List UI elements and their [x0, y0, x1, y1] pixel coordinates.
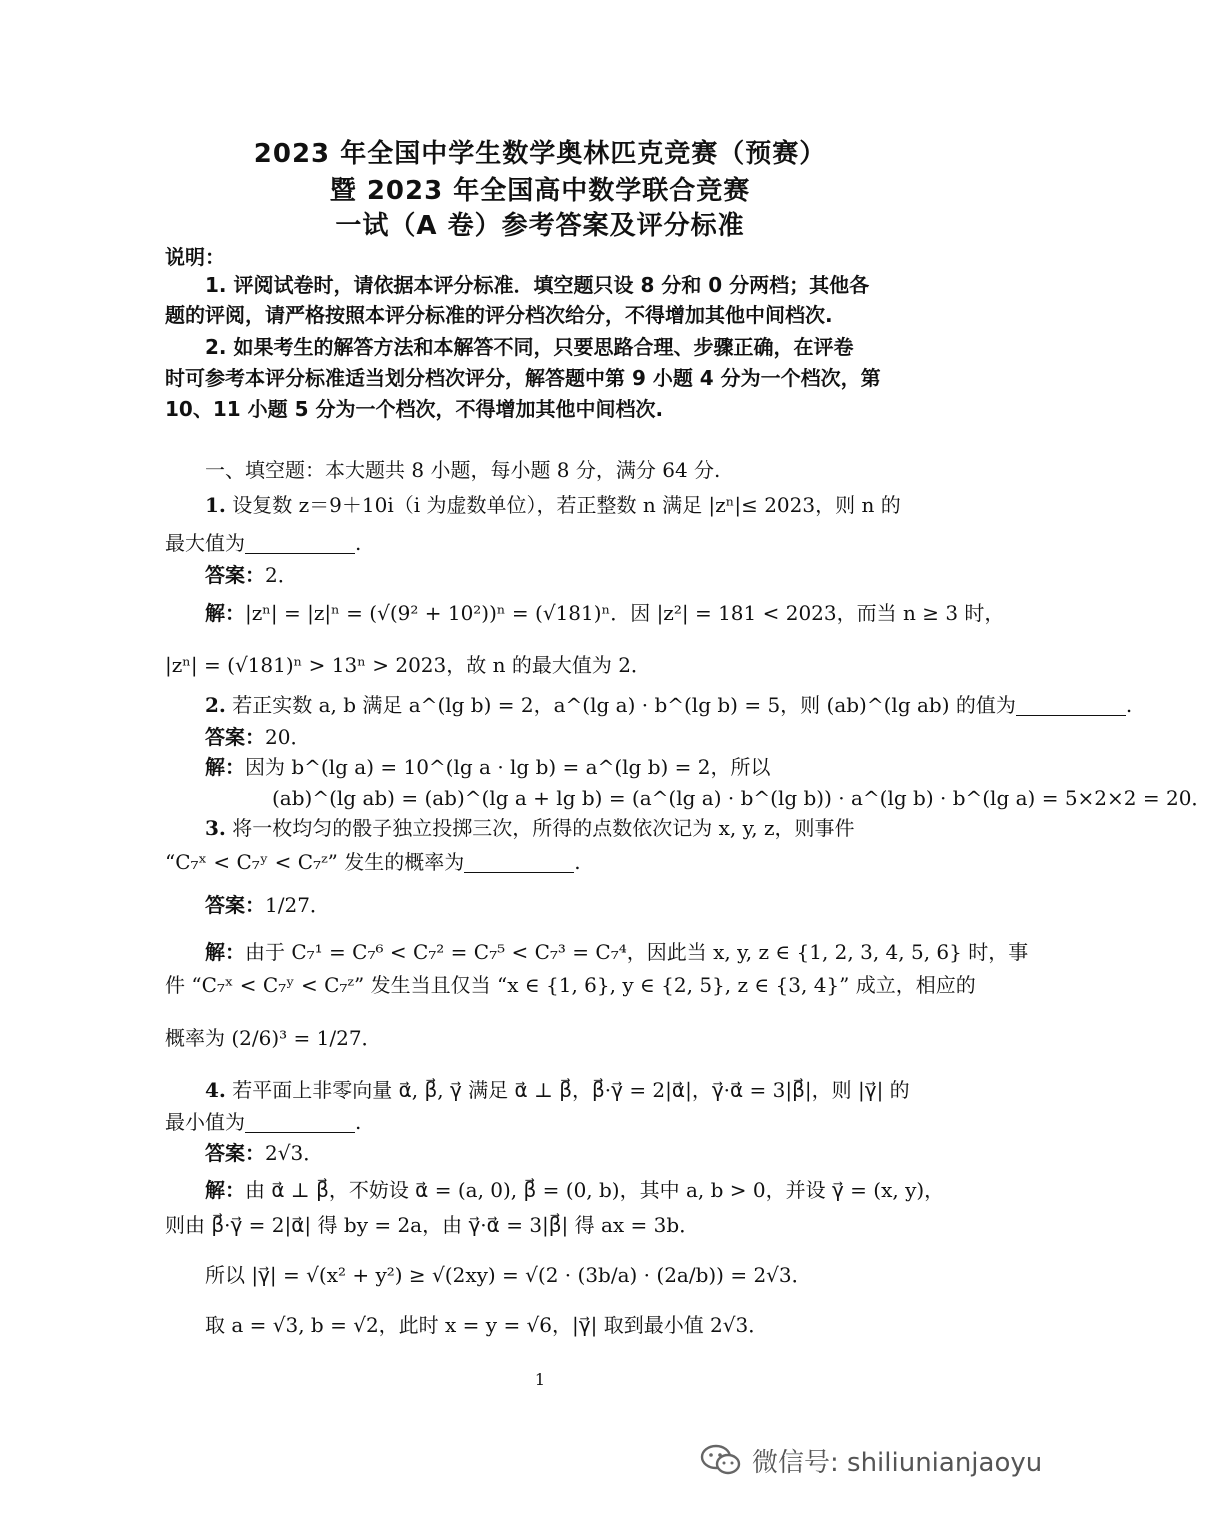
note-2-text: 如果考生的解答方法和本解答不同，只要思路合理、步骤正确，在评卷 — [233, 335, 854, 359]
q1-answer-blank — [245, 531, 355, 554]
q3-statement-line-1 — [205, 813, 925, 843]
note-1-text: 评阅试卷时，请依据本评分标准．填空题只设 8 分和 0 分两档；其他各 — [233, 273, 870, 297]
q4-solution-line-1 — [205, 1175, 945, 1205]
q4-solution-line-3: 所以 |γ⃗| = √(x² + y²) ≥ √(2xy) = √(2 · (3b/a) · (2a/b)) = 2√3． — [205, 1263, 812, 1287]
page-number: 1 — [534, 1370, 546, 1389]
note-1-number: 1. — [205, 273, 227, 297]
q3-solution-line-2: 件 “C₇ˣ < C₇ʸ < C₇ᶻ” 发生当且仅当 “x ∈ {1, 6}, y ∈ {2, 5}, z ∈ {3, 4}” 成立，相应的 — [165, 973, 976, 997]
q3-text: 将一枚均匀的骰子独立投掷三次，所得的点数依次记为 x, y, z，则事件 — [232, 816, 855, 840]
q1-statement-line-1 — [205, 490, 925, 520]
note-2-line-3: 10、11 小题 5 分为一个档次，不得增加其他中间档次. — [165, 397, 664, 421]
q4-prompt: 最小值为 — [165, 1110, 245, 1134]
q1-solution-text-1: |zⁿ| = |z|ⁿ = (√(9² + 10²))ⁿ = (√181)ⁿ．因 |z²| = 181 < 2023，而当 n ≥ 3 时， — [245, 601, 1005, 625]
note-1-line-2: 题的评阅，请严格按照本评分标准的评分档次给分，不得增加其他中间档次. — [165, 303, 833, 327]
q2-solution-line-1 — [205, 752, 965, 782]
q2-solution-label: 解： — [205, 755, 245, 779]
q2-answer-label: 答案： — [205, 725, 265, 749]
q2-answer — [205, 722, 965, 752]
q3-solution-text-1: 由于 C₇¹ = C₇⁶ < C₇² = C₇⁵ < C₇³ = C₇⁴，因此当 x, y, z ∈ {1, 2, 3, 4, 5, 6} 时，事 — [245, 940, 1029, 964]
q4-answer-blank — [245, 1110, 355, 1133]
q3-number: 3. — [205, 816, 226, 840]
section-heading: 一、填空题：本大题共 8 小题，每小题 8 分，满分 64 分. — [205, 458, 721, 482]
title-line-2: 暨 2023 年全国高中数学联合竞赛 — [329, 176, 751, 206]
q3-solution-line-1 — [205, 937, 1029, 967]
q2-text: 若正实数 a, b 满足 a^(lg b) = 2，a^(lg a) · b^(lg b) = 5，则 (ab)^(lg ab) 的值为 — [232, 693, 1016, 717]
q1-solution-line-2: |zⁿ| = (√181)ⁿ > 13ⁿ > 2023，故 n 的最大值为 2． — [165, 653, 651, 677]
q4-solution-label: 解： — [205, 1178, 245, 1202]
q4-answer-value: 2√3． — [265, 1141, 324, 1165]
q4-solution-line-2: 则由 β⃗·γ⃗ = 2|α⃗| 得 by = 2a，由 γ⃗·α⃗ = 3|β⃗| 得 ax = 3b． — [165, 1213, 700, 1237]
q3-solution-label: 解： — [205, 940, 245, 964]
watermark-text: 微信号: shiliunianjaoyu — [752, 1447, 1043, 1478]
q1-solution-label: 解： — [205, 601, 245, 625]
q4-statement-line-1 — [205, 1075, 925, 1105]
q3-answer-value: 1/27． — [265, 893, 330, 917]
q4-statement-line-2: 最小值为 . — [165, 1110, 362, 1134]
q3-answer-label: 答案： — [205, 893, 265, 917]
q2-statement-line-1: 2. 若正实数 a, b 满足 a^(lg b) = 2，a^(lg a) · b^(lg b) = 5，则 (ab)^(lg ab) 的值为 . — [205, 693, 1133, 717]
wechat-watermark — [700, 1438, 1042, 1482]
q4-solution-line-4: 取 a = √3, b = √2，此时 x = y = √6，|γ⃗| 取到最小值 2√3． — [205, 1313, 769, 1337]
q1-answer-label: 答案： — [205, 563, 265, 587]
note-2-number: 2. — [205, 335, 227, 359]
q3-answer — [205, 890, 965, 920]
title-line-3: 一试（A 卷）参考答案及评分标准 — [335, 211, 745, 241]
q3-solution-line-3: 概率为 (2/6)³ = 1/27． — [165, 1026, 382, 1050]
q3-statement-line-2: “C₇ˣ < C₇ʸ < C₇ᶻ” 发生的概率为 . — [165, 850, 581, 874]
q1-prompt: 最大值为 — [165, 531, 245, 555]
q4-answer — [205, 1138, 965, 1168]
q1-statement-line-2: 最大值为 . — [165, 531, 362, 555]
q2-answer-blank — [1016, 693, 1126, 716]
q1-answer — [205, 560, 965, 590]
q1-number: 1. — [205, 493, 226, 517]
note-2-line-2: 时可参考本评分标准适当划分档次评分，解答题中第 9 小题 4 分为一个档次，第 — [165, 366, 881, 390]
title-line-1: 2023 年全国中学生数学奥林匹克竞赛（预赛） — [253, 139, 827, 169]
q1-solution-line-1 — [205, 598, 1005, 628]
q1-answer-value: 2． — [265, 563, 298, 587]
q3-prompt: “C₇ˣ < C₇ʸ < C₇ᶻ” 发生的概率为 — [165, 850, 465, 874]
q4-text: 若平面上非零向量 α⃗, β⃗, γ⃗ 满足 α⃗ ⊥ β⃗，β⃗·γ⃗ = 2|α⃗|，γ⃗·α⃗ = 3|β⃗|，则 |γ⃗| 的 — [232, 1078, 910, 1102]
q4-number: 4. — [205, 1078, 226, 1102]
note-2-line-1 — [205, 332, 925, 362]
q2-number: 2. — [205, 693, 226, 717]
q2-answer-value: 20． — [265, 725, 311, 749]
q4-solution-text-1: 由 α⃗ ⊥ β⃗，不妨设 α⃗ = (a, 0), β⃗ = (0, b)，其中 a, b > 0，并设 γ⃗ = (x, y)， — [245, 1178, 945, 1202]
q3-answer-blank — [464, 850, 574, 873]
q1-text: 设复数 z＝9＋10i（i 为虚数单位），若正整数 n 满足 |zⁿ|≤ 2023，则 n 的 — [232, 493, 901, 517]
q4-answer-label: 答案： — [205, 1141, 265, 1165]
wechat-icon — [700, 1443, 742, 1477]
notes-label: 说明： — [165, 245, 225, 269]
q2-solution-text-1: 因为 b^(lg a) = 10^(lg a · lg b) = a^(lg b) = 2，所以 — [245, 755, 771, 779]
q2-solution-line-2: (ab)^(lg ab) = (ab)^(lg a + lg b) = (a^(lg a) · b^(lg b)) · a^(lg b) · b^(lg a) = 5×2×2 = 20． — [272, 786, 1211, 810]
note-1-line-1 — [205, 270, 925, 300]
